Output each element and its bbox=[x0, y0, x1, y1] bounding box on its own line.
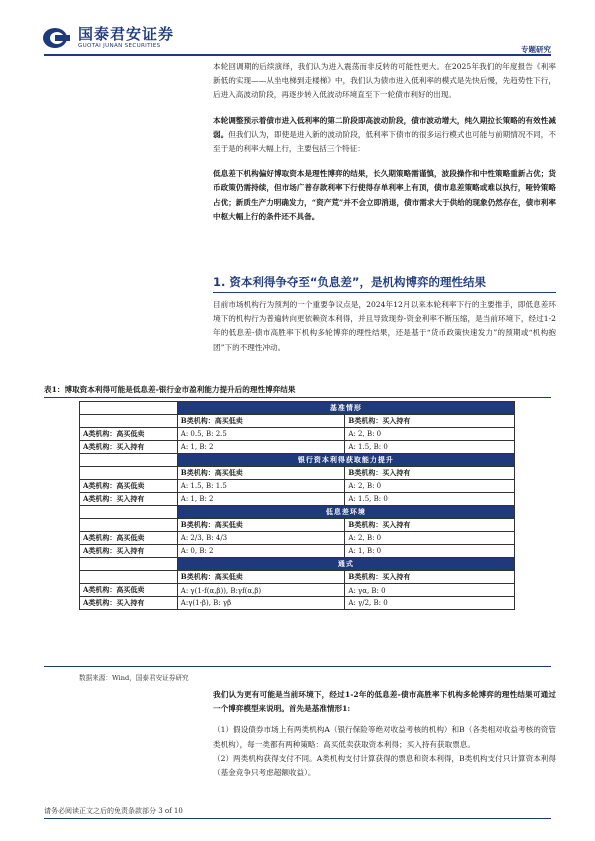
table-row bbox=[80, 545, 515, 558]
table-source-note: 数据来源：Wind，国泰君安证券研究 bbox=[79, 674, 189, 682]
logo-mark-icon bbox=[42, 27, 72, 49]
intro-paragraph-2-bold: 本轮调整预示着债市进入低利率的第二阶段即高波动阶段，债市波动增大，纯久期拉长策略的有效性减弱。 bbox=[213, 115, 556, 139]
column-header-b-sell: B类机构：高买低卖 bbox=[177, 415, 345, 428]
table-cell: A: 2, B: 0 bbox=[345, 428, 515, 441]
header-divider bbox=[44, 54, 551, 56]
table-row bbox=[80, 532, 515, 545]
column-header-b-hold: B类机构：买入持有 bbox=[345, 571, 515, 584]
report-type-label: 专题研究 bbox=[521, 45, 551, 54]
column-header-b-hold: B类机构：买入持有 bbox=[345, 467, 515, 480]
intro-paragraph-2 bbox=[213, 114, 556, 157]
table-row bbox=[80, 597, 515, 610]
intro-paragraph-1: 本轮回调期的后续演绎，我们认为进入震荡而非反转的可能性更大。在2025年我们的年度报告《利率新低的实现——从坐电梯到走楼梯》中，我们认为债市进入低利率的模式是先快后慢，先趋势性下行，后进入高波动阶段，再逐步转入低波动环境直至下一轮债市利好的出现。 bbox=[213, 62, 556, 100]
page-header bbox=[0, 0, 595, 56]
table-cell: A: 2, B: 0 bbox=[345, 532, 515, 545]
scenario-band: 基准情形 bbox=[177, 402, 514, 415]
table-cell: A: γ/2, B: 0 bbox=[345, 597, 515, 610]
table-band-row bbox=[80, 506, 515, 519]
table-cell: A: 1.5, B: 0 bbox=[345, 441, 515, 454]
scenario-band: 银行资本利得获取能力提升 bbox=[177, 454, 514, 467]
closing-paragraph-2: （1）假设债券市场上有两类机构A（银行保险等绝对收益考核的机构）和B（各类相对收益考核的资管类机构），每一类都有两种策略：高买低卖获取资本利得；买入持有获取票息。 bbox=[213, 725, 556, 749]
footer-divider bbox=[44, 818, 551, 819]
table-cell: A: γ(1-f(α,β)), B:γf(α,β) bbox=[177, 584, 345, 597]
table-header-row bbox=[80, 467, 515, 480]
table-header-row bbox=[80, 415, 515, 428]
table-title: 表1：博取资本利得可能是低息差-银行金市盈利能力提升后的理性博弈结果 bbox=[44, 385, 296, 394]
column-header-b-sell: B类机构：高买低卖 bbox=[177, 467, 345, 480]
table-cell: A: 2, B: 0 bbox=[345, 480, 515, 493]
closing-paragraph-1: 我们认为更有可能是当前环境下，经过1-2年的低息差-债市高胜率下机构多轮博弈的理性结果可通过一个博弈模型来说明。首先是基准情形1: bbox=[213, 690, 556, 714]
table-cell: A: 0.5, B: 2.5 bbox=[177, 428, 345, 441]
table-row bbox=[80, 584, 515, 597]
closing-section bbox=[213, 688, 556, 780]
row-header-a-sell: A类机构：高买低卖 bbox=[80, 584, 178, 597]
table-top-rule bbox=[44, 397, 551, 398]
table-cell: A: 1, B: 2 bbox=[177, 493, 345, 506]
intro-paragraph-3: 低息差下机构偏好博取资本是理性博弈的结果，长久期策略需谨慎，波段操作和中性策略重新占优；货币政策仍需持续，但市场广普存款利率下行使得存单利率上有顶，债市息差策略或难以执行，哑铃策略占优；新质生产力明确发力，“资产荒”并不会立即消退，债市需求大于供给的现象仍然存在，债市利率中枢大幅上行的条件还不具备。 bbox=[213, 169, 556, 221]
table-cell: A:γ(1-β), B: γβ bbox=[177, 597, 345, 610]
row-header-a-hold: A类机构：买入持有 bbox=[80, 441, 178, 454]
table-cell: A: 1, B: 2 bbox=[177, 441, 345, 454]
logo-english-name: GUOTAI JUNAN SECURITIES bbox=[78, 43, 161, 49]
payoff-table bbox=[79, 401, 515, 610]
table-header-row bbox=[80, 519, 515, 532]
table-cell: A: γα, B: 0 bbox=[345, 584, 515, 597]
table-band-row bbox=[80, 558, 515, 571]
logo-chinese-name: 国泰君安证券 bbox=[78, 25, 175, 43]
row-header-a-sell: A类机构：高买低卖 bbox=[80, 428, 178, 441]
table-cell: A: 2/3, B: 4/3 bbox=[177, 532, 345, 545]
page-footer: 请务必阅读正文之后的免责条款部分 3 of 10 bbox=[44, 807, 183, 815]
row-header-a-hold: A类机构：买入持有 bbox=[80, 597, 178, 610]
table-row bbox=[80, 493, 515, 506]
row-header-a-sell: A类机构：高买低卖 bbox=[80, 532, 178, 545]
table-cell: A: 1, B: 0 bbox=[345, 545, 515, 558]
table-row bbox=[80, 428, 515, 441]
table-band-row bbox=[80, 402, 515, 415]
table-cell: A: 0, B: 2 bbox=[177, 545, 345, 558]
section-paragraph: 目前市场机构行为预判的一个重要争议点是，2024年12月以来本轮利率下行的主要推手，即低息差环境下的机构行为普遍转向更依赖资本利得，并且导致现券-资金利率不断压缩，是当前环境下，经过1-2年的低息差-债市高胜率下机构多轮博弈的理性结果，还是基于“货币政策快速发力”的预期或“机构抱团”下的不理性冲动。 bbox=[213, 300, 556, 352]
intro-paragraph-2-rest: 但我们认为，即使是进入新的波动阶段，低利率下债市的很多运行模式也可能与前期情况不同，不至于是的利率大幅上行，主要包括三个特征： bbox=[213, 129, 556, 154]
row-header-a-hold: A类机构：买入持有 bbox=[80, 493, 178, 506]
table-cell: A: 1.5, B: 0 bbox=[345, 493, 515, 506]
section-heading: 1. 资本利得争夺至“负息差”，是机构博弈的理性结果 bbox=[213, 275, 486, 289]
table-header-row bbox=[80, 571, 515, 584]
table-row bbox=[80, 480, 515, 493]
row-header-a-hold: A类机构：买入持有 bbox=[80, 545, 178, 558]
section-divider bbox=[213, 292, 556, 293]
table-cell: A: 1.5, B: 1.5 bbox=[177, 480, 345, 493]
table-bottom-rule bbox=[44, 666, 551, 667]
intro-section bbox=[213, 60, 556, 224]
column-header-b-hold: B类机构：买入持有 bbox=[345, 519, 515, 532]
column-header-b-sell: B类机构：高买低卖 bbox=[177, 519, 345, 532]
row-header-a-sell: A类机构：高买低卖 bbox=[80, 480, 178, 493]
closing-paragraph-3: （2）两类机构获得支付不同。A类机构支付计算获得的票息和资本利得，B类机构支付只计算资本利得（基金竞争只考虑超额收益）。 bbox=[213, 753, 556, 778]
table-row bbox=[80, 441, 515, 454]
company-logo bbox=[42, 26, 174, 50]
section-body bbox=[213, 298, 556, 355]
column-header-b-sell: B类机构：高买低卖 bbox=[177, 571, 345, 584]
scenario-band: 通式 bbox=[177, 558, 514, 571]
scenario-band: 低息差环境 bbox=[177, 506, 514, 519]
column-header-b-hold: B类机构：买入持有 bbox=[345, 415, 515, 428]
table-band-row bbox=[80, 454, 515, 467]
